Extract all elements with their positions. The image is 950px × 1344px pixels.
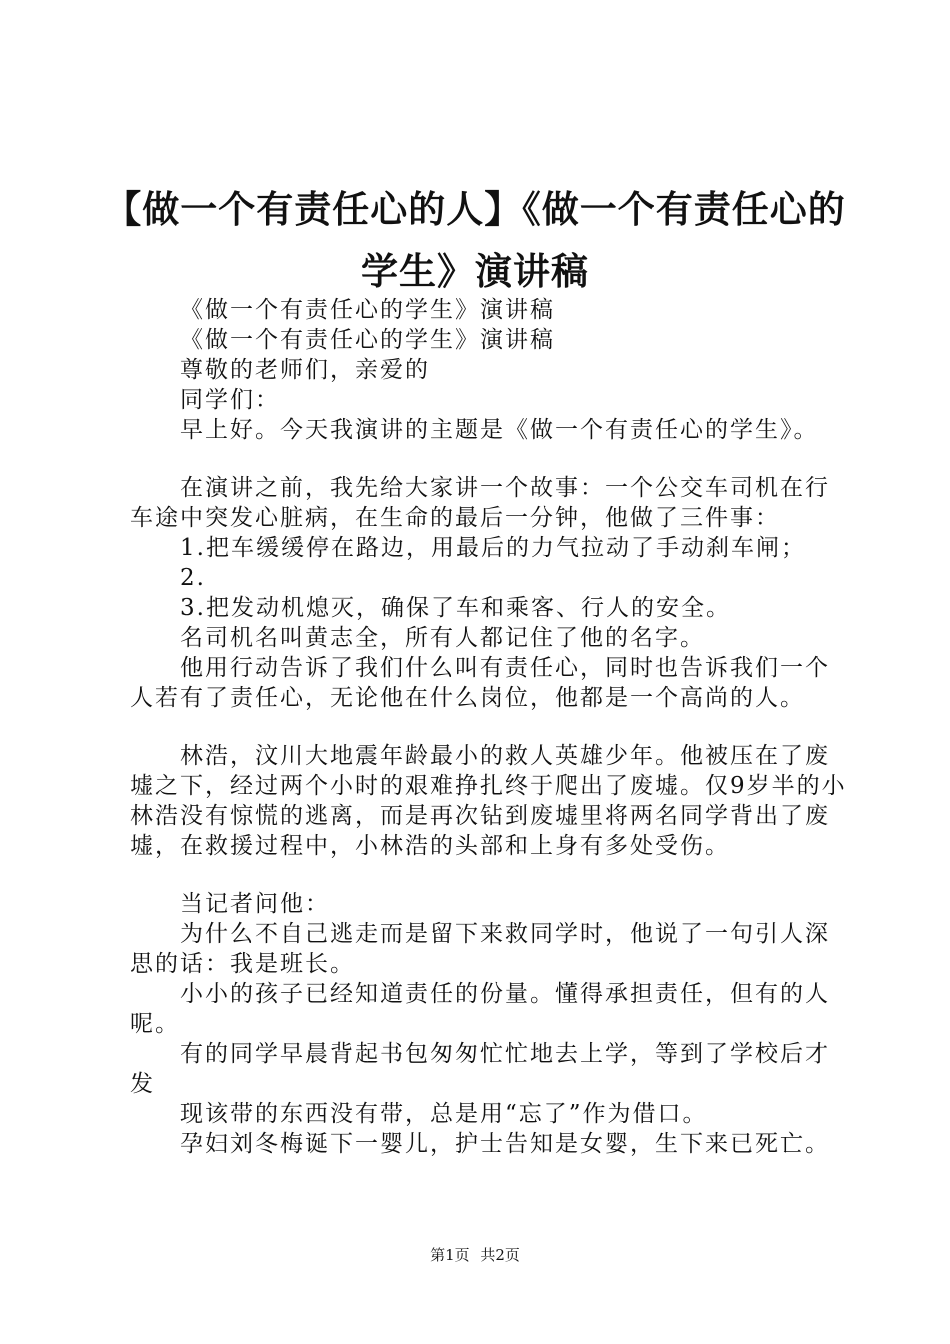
paragraph: 同学们： (180, 387, 280, 413)
blank-line (130, 445, 850, 473)
paragraph: 为什么不自己逃走而是留下来救同学时，他说了一句引人深思的话：我是班长。 (130, 921, 830, 977)
page-footer (0, 1244, 950, 1265)
paragraph: 在演讲之前，我先给大家讲一个故事：一个公交车司机在行车途中突发心脏病，在生命的最后一分钟，他做了三件事： (130, 475, 830, 531)
paragraph: 他用行动告诉了我们什么叫有责任心，同时也告诉我们一个人若有了责任心，无论他在什么岗位，他都是一个高尚的人。 (130, 655, 830, 711)
paragraph: 早上好。今天我演讲的主题是《做一个有责任心的学生》。 (180, 417, 819, 443)
blank-line (130, 713, 850, 741)
paragraph: 2. (180, 565, 206, 591)
paragraph: 当记者问他： (180, 891, 330, 917)
paragraph: 3.把发动机熄灭，确保了车和乘客、行人的安全。 (180, 595, 731, 621)
document-title-line-1: 【做一个有责任心的人】《做一个有责任心的 (104, 188, 846, 231)
blank-line (130, 861, 850, 889)
paragraph: 孕妇刘冬梅诞下一婴儿，护士告知是女婴，生下来已死亡。 (180, 1131, 830, 1157)
page-number: 第1页 (430, 1246, 470, 1264)
paragraph: 1.把车缓缓停在路边，用最后的力气拉动了手动刹车闸； (180, 535, 806, 561)
paragraph: 小小的孩子已经知道责任的份量。懂得承担责任，但有的人呢。 (130, 981, 830, 1037)
paragraph: 林浩，汶川大地震年龄最小的救人英雄少年。他被压在了废墟之下，经过两个小时的艰难挣扎终于爬出了废墟。仅9岁半的小林浩没有惊慌的逃离，而是再次钻到废墟里将两名同学背出了废墟，在救援过程中，小林浩的头部和上身有多处受伤。 (130, 743, 847, 859)
paragraph: 现该带的东西没有带，总是用“忘了”作为借口。 (180, 1101, 708, 1127)
paragraph: 《做一个有责任心的学生》演讲稿 (180, 327, 555, 353)
paragraph: 《做一个有责任心的学生》演讲稿 (180, 297, 555, 323)
paragraph: 尊敬的老师们，亲爱的 (180, 357, 430, 383)
paragraph: 有的同学早晨背起书包匆匆忙忙地去上学，等到了学校后才发 (130, 1041, 830, 1097)
document-body (130, 295, 850, 1159)
document-title-line-2: 学生》演讲稿 (361, 250, 589, 293)
page-total: 共2页 (480, 1246, 520, 1264)
paragraph: 名司机名叫黄志全，所有人都记住了他的名字。 (180, 625, 705, 651)
